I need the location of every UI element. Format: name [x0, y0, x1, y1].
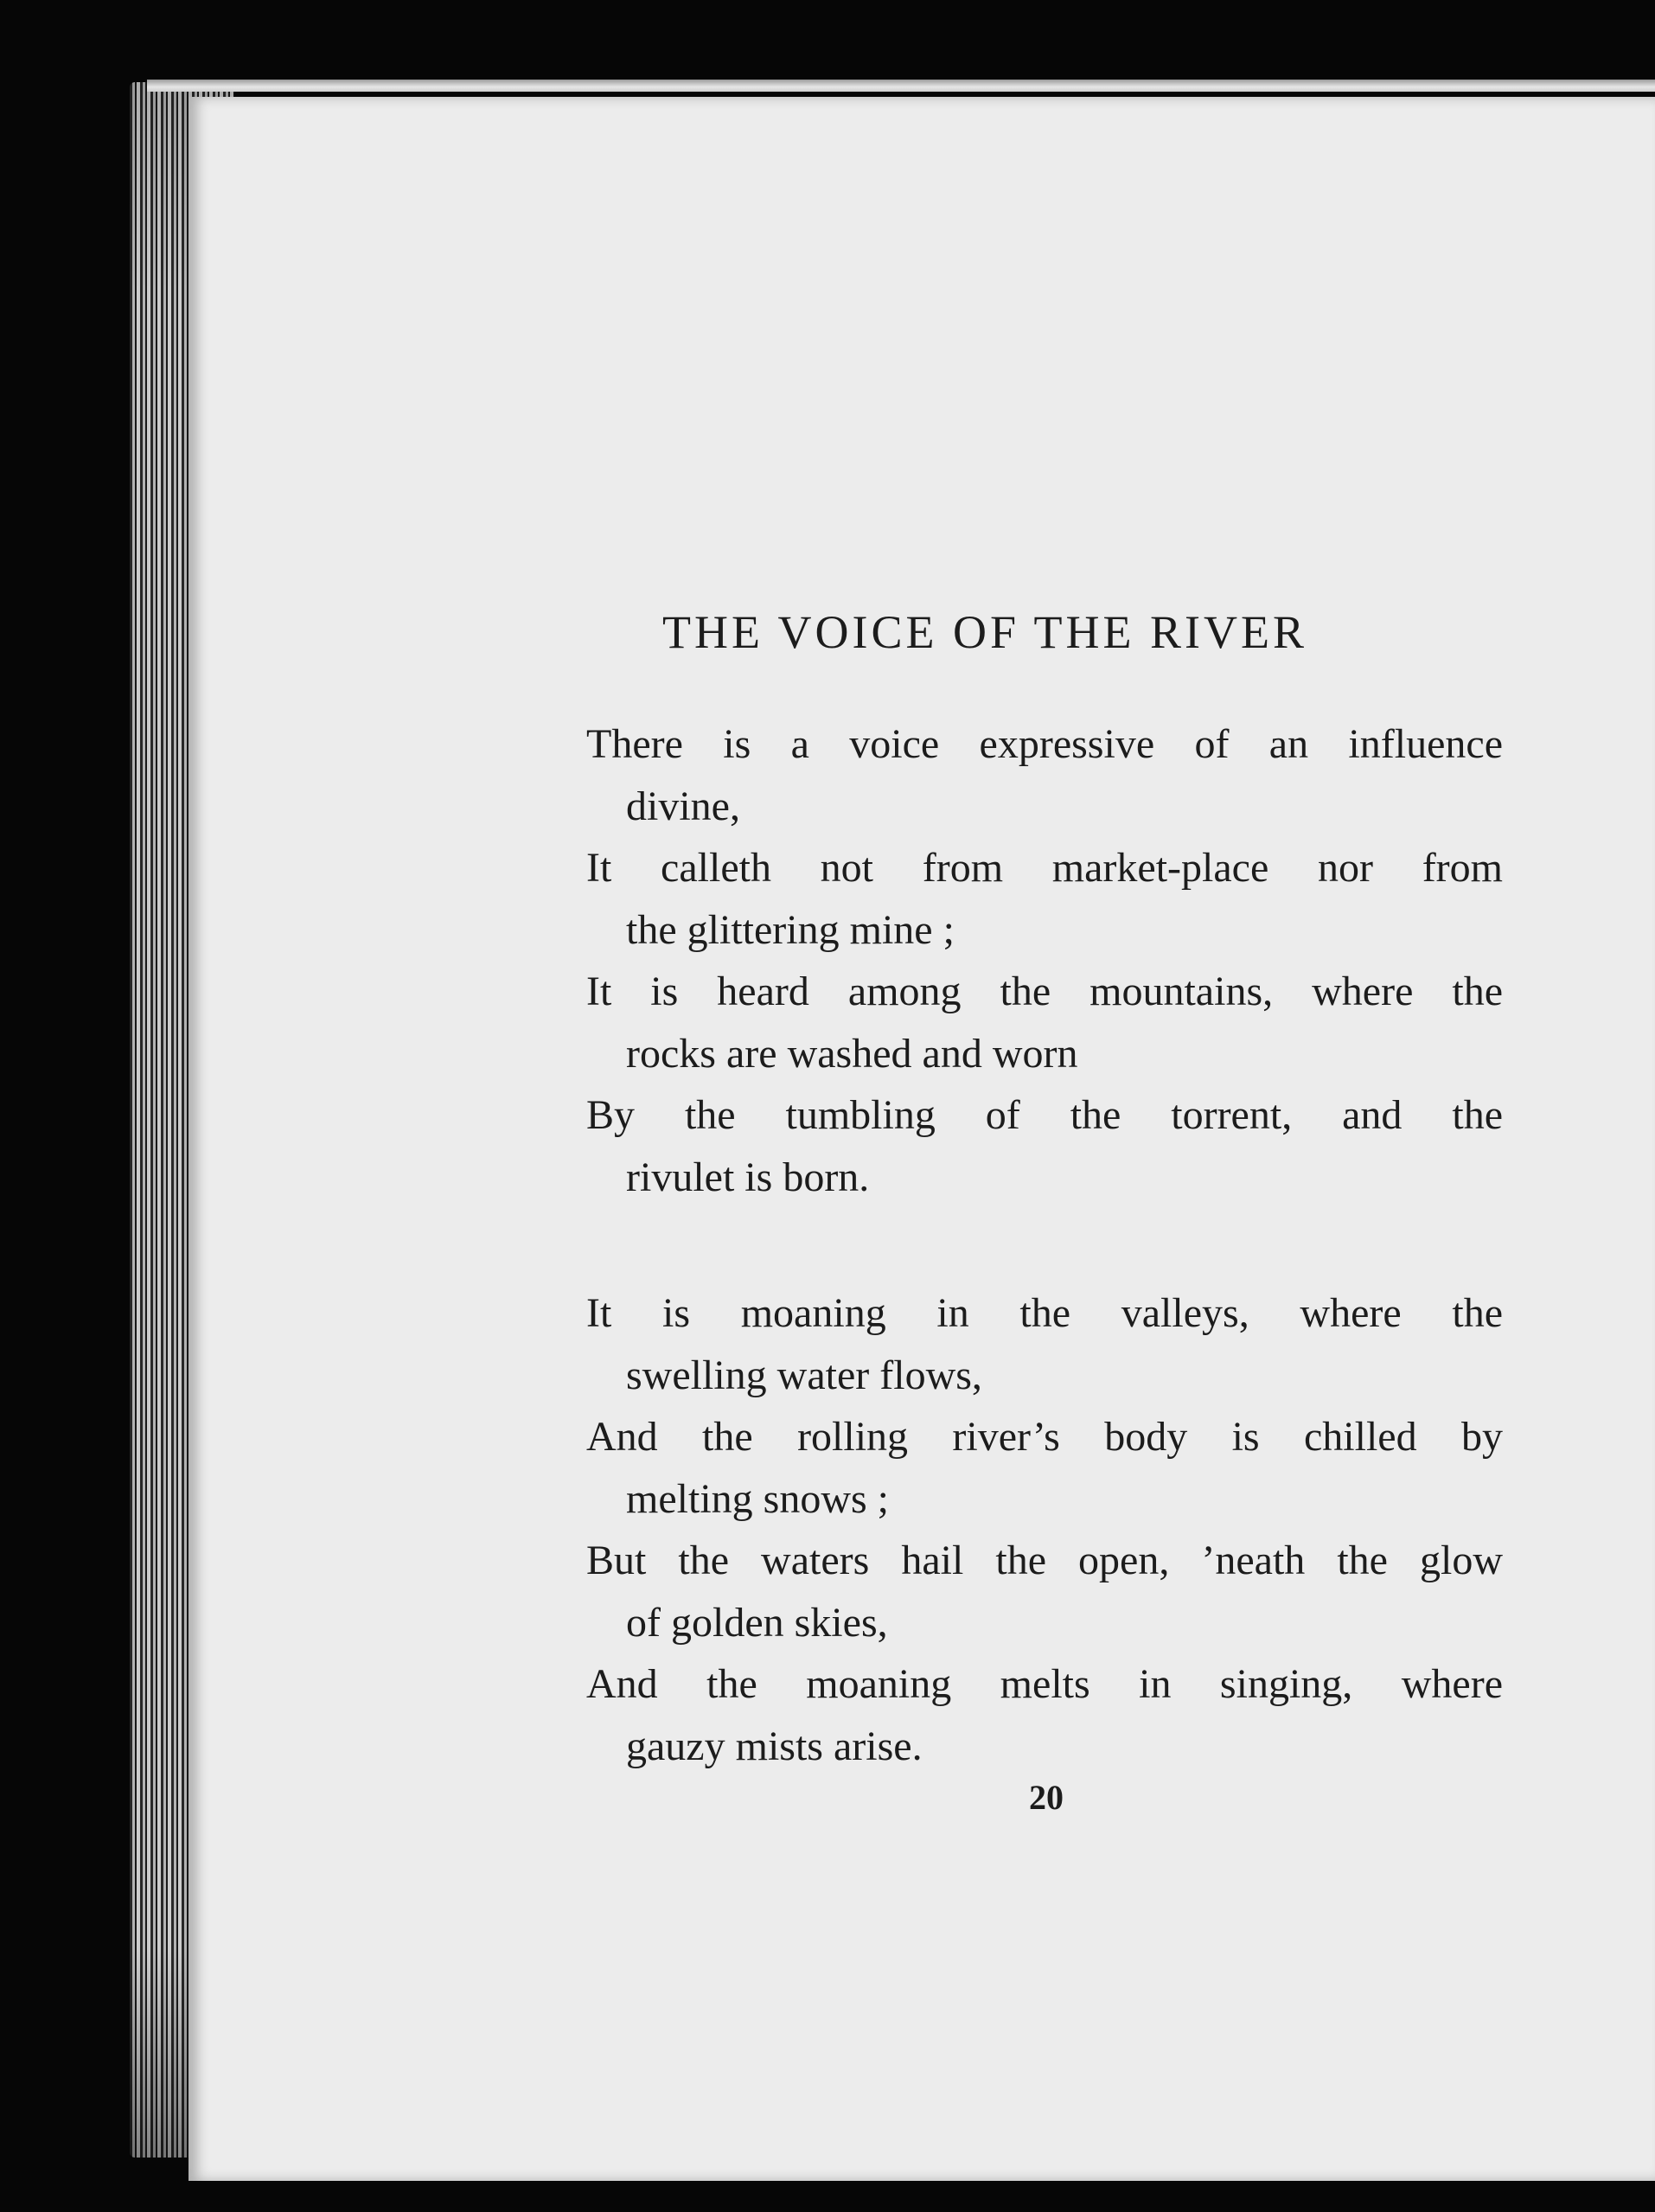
stanza-2	[586, 1282, 1503, 1777]
verse-line-text: And the moaning melts in singing, where	[586, 1661, 1503, 1707]
verse-line-continuation: swelling water flows,	[626, 1352, 982, 1398]
verse-line-text: It is heard among the mountains, where the	[586, 969, 1503, 1014]
poem-body	[586, 713, 1503, 1777]
poem-title: THE VOICE OF THE RIVER	[662, 606, 1307, 658]
stanza-1	[586, 713, 1503, 1208]
verse-line-text: There is a voice expressive of an influence	[586, 721, 1503, 767]
verse-line	[586, 1530, 1503, 1653]
verse-line	[586, 1406, 1503, 1530]
verse-line-continuation: the glittering mine ;	[626, 906, 955, 953]
verse-line	[586, 713, 1503, 837]
verse-line	[586, 1653, 1503, 1777]
verse-line-continuation: of golden skies,	[626, 1599, 888, 1646]
verse-line-continuation: rocks are washed and worn	[626, 1030, 1078, 1077]
verse-line-continuation: melting snows ;	[626, 1475, 890, 1522]
verse-line-continuation: divine,	[626, 783, 740, 829]
verse-line-text: It is moaning in the valleys, where the	[586, 1290, 1503, 1336]
verse-line	[586, 961, 1503, 1084]
page-number: 20	[1029, 1778, 1064, 1817]
verse-line-text: But the waters hail the open, ’neath the glow	[586, 1538, 1503, 1583]
verse-line	[586, 1084, 1503, 1208]
verse-line	[586, 1282, 1503, 1406]
page-top-edge	[147, 80, 1655, 92]
verse-line-continuation: gauzy mists arise.	[626, 1723, 923, 1769]
verse-line	[586, 837, 1503, 961]
verse-line-text: By the tumbling of the torrent, and the	[586, 1092, 1503, 1138]
verse-line-text: It calleth not from market-place nor from	[586, 845, 1503, 891]
verse-line-continuation: rivulet is born.	[626, 1154, 870, 1200]
verse-line-text: And the rolling river’s body is chilled by	[586, 1414, 1503, 1460]
